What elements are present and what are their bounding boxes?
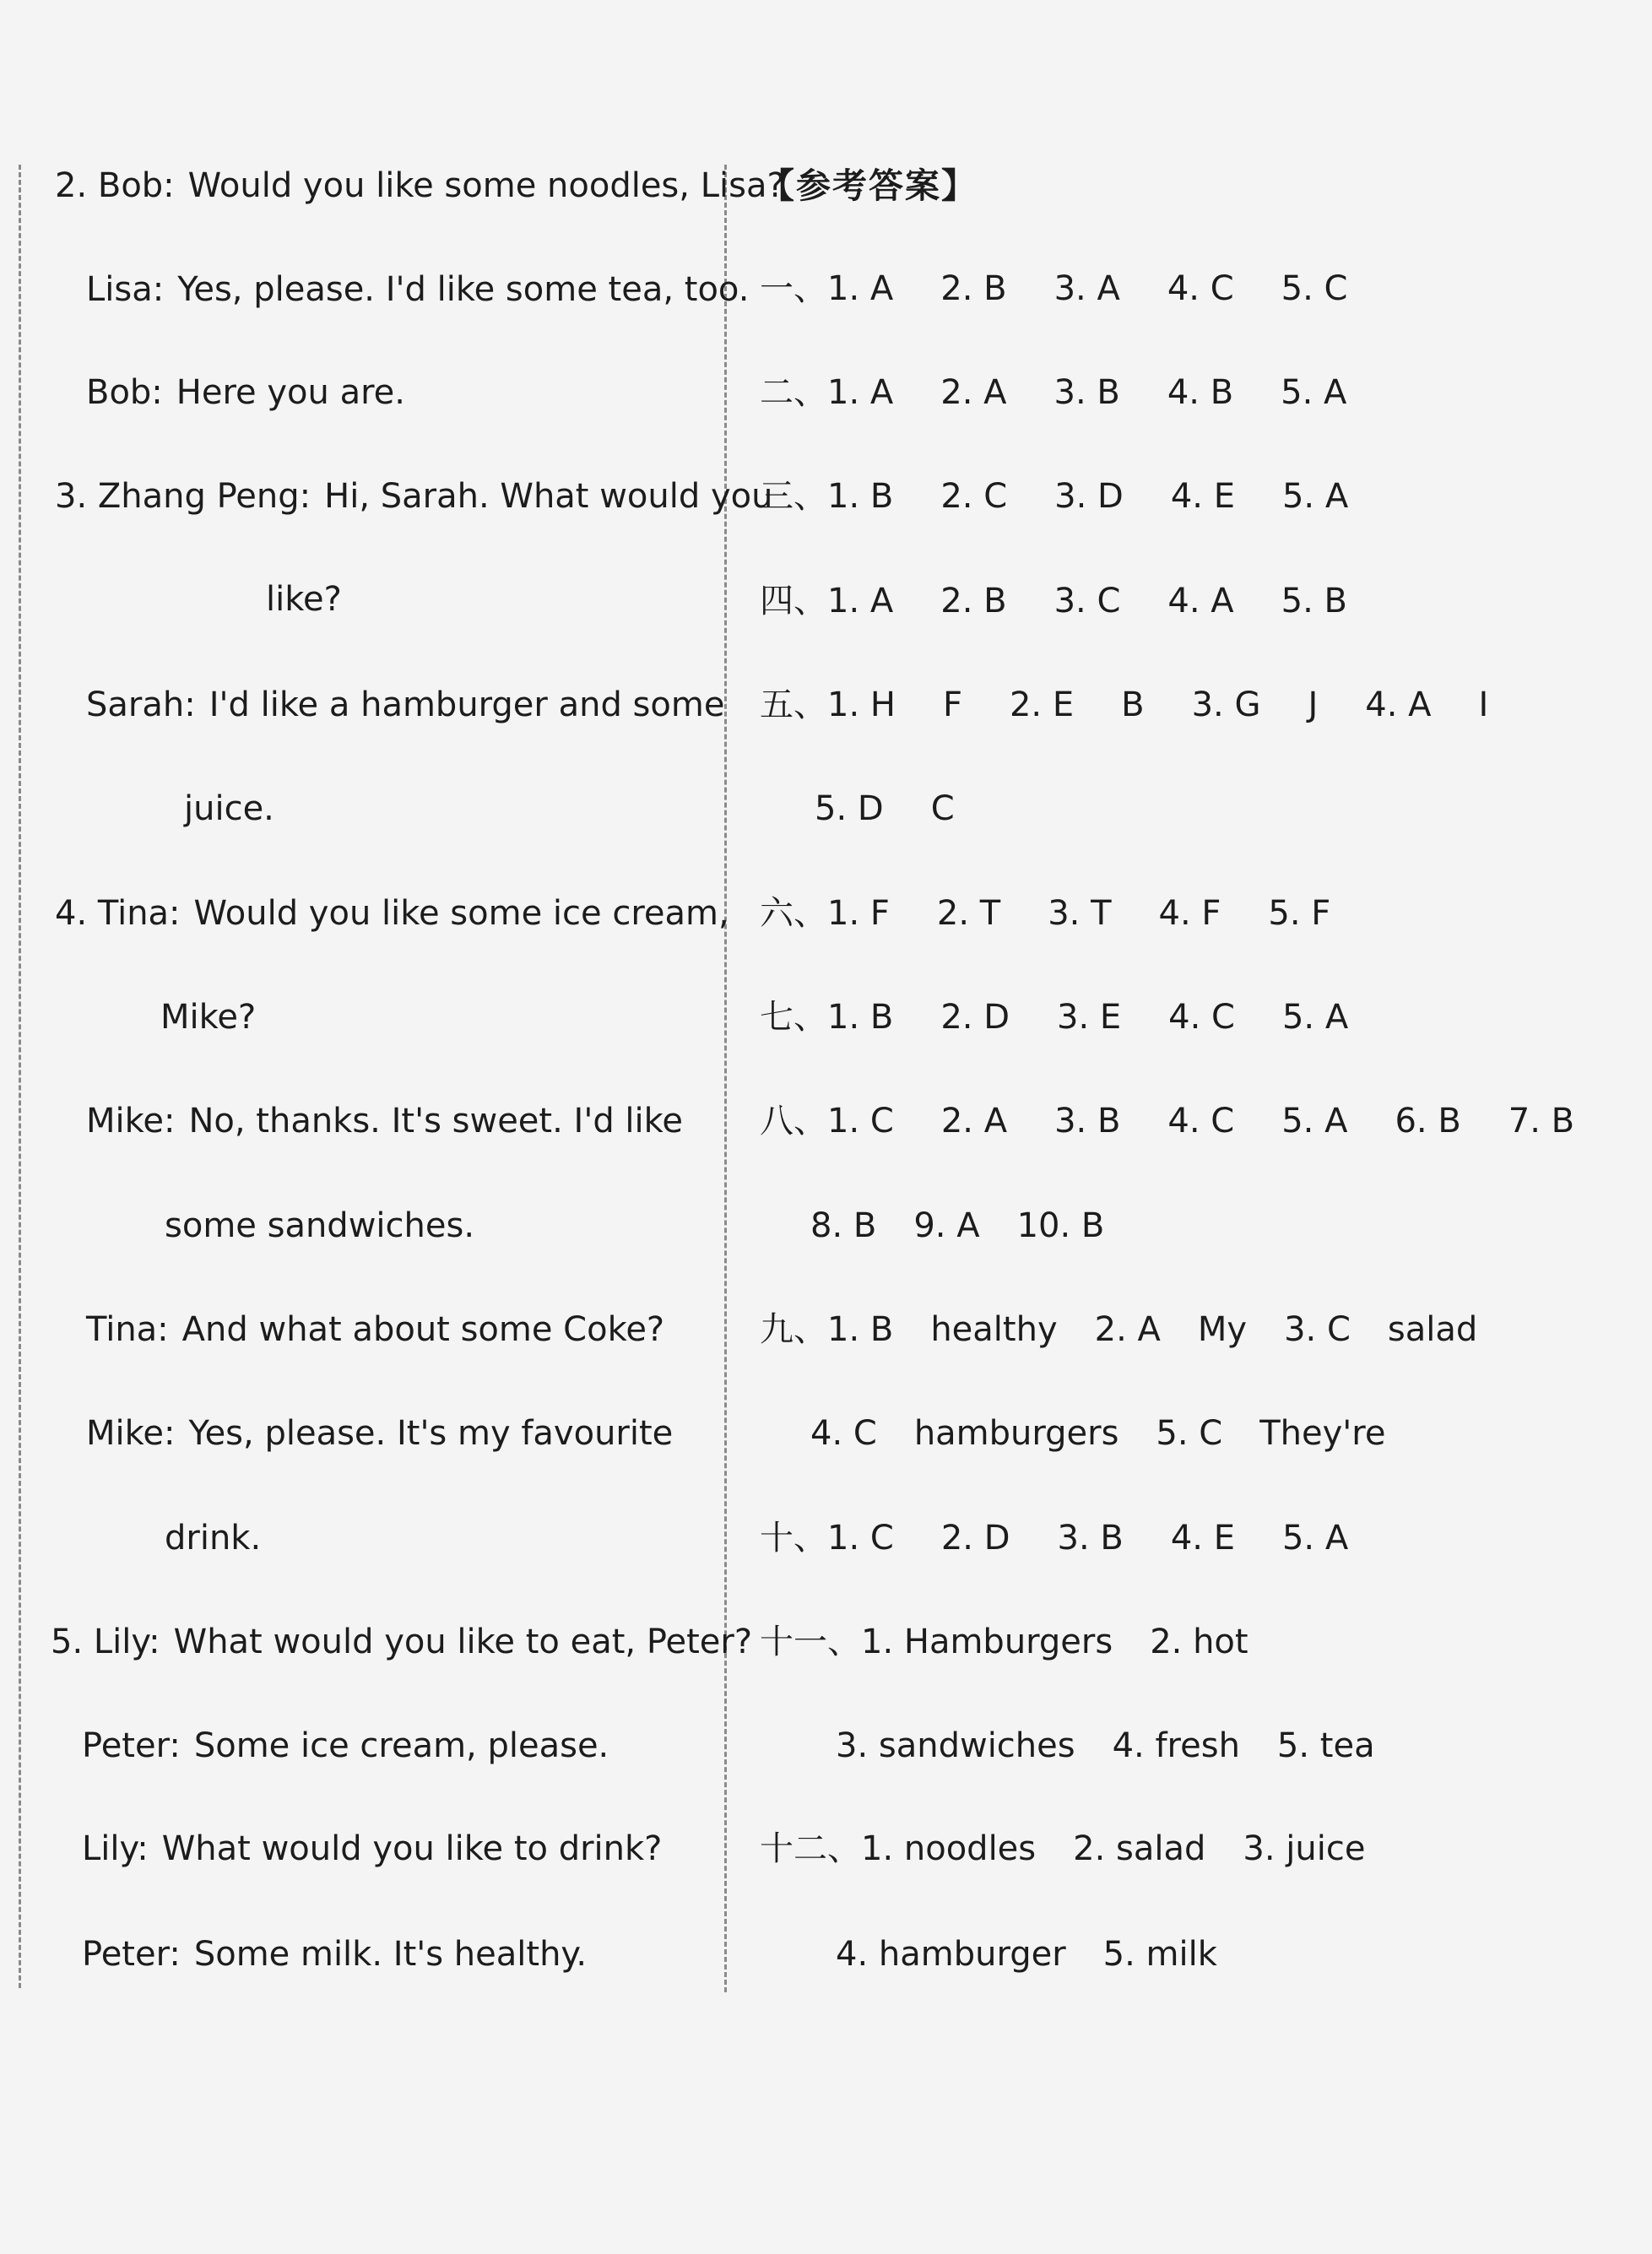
answer-item: 2. E bbox=[1009, 685, 1075, 724]
dialogue-text: like? bbox=[266, 580, 342, 619]
dialogue-line bbox=[86, 685, 725, 724]
answer-item: 1. noodles bbox=[861, 1829, 1037, 1868]
dialogue-text: juice. bbox=[184, 789, 274, 828]
answer-row bbox=[815, 789, 955, 828]
answer-item: 5. A bbox=[1281, 1102, 1348, 1141]
answer-item: 1. C bbox=[827, 1102, 894, 1141]
dialogue-text: Mike? bbox=[160, 998, 257, 1037]
dialogue-text: Some milk. It's healthy. bbox=[193, 1935, 588, 1974]
speaker-name: Mike: bbox=[86, 1102, 176, 1141]
answer-item: hamburgers bbox=[913, 1414, 1119, 1453]
answer-item: 2. A bbox=[1094, 1310, 1161, 1349]
dialogue-line bbox=[55, 477, 773, 516]
answer-item: 4. hamburger bbox=[836, 1935, 1066, 1974]
answer-row bbox=[760, 1519, 1349, 1558]
dialogue-line bbox=[55, 894, 729, 933]
speaker-name: Mike: bbox=[86, 1414, 176, 1453]
speaker-name: 4. Tina: bbox=[55, 894, 181, 933]
answer-item: healthy bbox=[930, 1310, 1058, 1349]
dialogue-text: Would you like some noodles, Lisa? bbox=[187, 166, 785, 205]
answer-item: 5. F bbox=[1268, 894, 1331, 933]
dialogue-line bbox=[86, 1102, 683, 1141]
speaker-name: Lily: bbox=[82, 1829, 149, 1868]
dialogue-line bbox=[82, 1829, 663, 1868]
answer-row bbox=[836, 1935, 1217, 1974]
answer-row bbox=[760, 584, 1347, 618]
dialogue-line bbox=[86, 270, 750, 309]
answer-item: 2. T bbox=[936, 894, 1001, 933]
answer-item: 5. A bbox=[1281, 373, 1347, 412]
answer-item: My bbox=[1197, 1310, 1248, 1349]
dialogue-line bbox=[184, 789, 274, 828]
answer-item: salad bbox=[1387, 1310, 1478, 1349]
speaker-name: 3. Zhang Peng: bbox=[55, 477, 311, 516]
answer-row bbox=[760, 1102, 1575, 1141]
answer-item: They're bbox=[1259, 1414, 1386, 1453]
answer-item: 2. A bbox=[940, 373, 1007, 412]
answer-item: 5. A bbox=[1281, 1519, 1349, 1558]
answer-item: B bbox=[1121, 685, 1145, 724]
answer-item: 2. salad bbox=[1073, 1829, 1206, 1868]
speaker-name: 5. Lily: bbox=[51, 1623, 160, 1661]
section-number: 四、 bbox=[760, 582, 827, 620]
answer-row bbox=[760, 685, 1489, 724]
answer-item: 1. F bbox=[827, 894, 890, 933]
dialogue-text: Yes, please. It's my favourite bbox=[188, 1414, 674, 1453]
dialogue-line bbox=[55, 166, 785, 205]
answer-item: 1. A bbox=[827, 373, 894, 412]
speaker-name: Sarah: bbox=[86, 685, 196, 724]
answer-item: 8. B bbox=[810, 1206, 877, 1245]
dialogue-text: Would you like some ice cream, bbox=[193, 894, 729, 933]
answer-item: 5. A bbox=[1281, 477, 1349, 516]
answer-item: 1. B bbox=[827, 1310, 894, 1349]
answer-item: 5. milk bbox=[1102, 1935, 1217, 1974]
dialogue-line bbox=[86, 1414, 674, 1453]
dialogue-line bbox=[82, 1935, 588, 1974]
answer-item: 4. C bbox=[1167, 1102, 1235, 1141]
speaker-name: 2. Bob: bbox=[55, 166, 175, 205]
answer-item: 9. A bbox=[913, 1206, 980, 1245]
answer-item: I bbox=[1478, 685, 1489, 724]
answer-item: 5. D bbox=[815, 789, 884, 828]
answer-row bbox=[760, 373, 1347, 412]
answer-item: 2. B bbox=[940, 269, 1007, 308]
section-number: 一、 bbox=[760, 269, 827, 308]
dialogue-text: Some ice cream, please. bbox=[193, 1726, 609, 1765]
answer-item: 4. C bbox=[1168, 998, 1235, 1037]
answer-item: 10. B bbox=[1016, 1206, 1105, 1245]
answer-item: J bbox=[1308, 685, 1319, 724]
answer-item: 2. D bbox=[940, 998, 1010, 1037]
answer-item: 4. C bbox=[1167, 269, 1234, 308]
answer-item: C bbox=[930, 789, 955, 828]
dialogue-line bbox=[86, 1310, 665, 1349]
dialogue-text: Hi, Sarah. What would you bbox=[324, 477, 773, 516]
answer-item: 1. H bbox=[827, 685, 896, 724]
answer-item: 2. D bbox=[940, 1519, 1010, 1558]
answer-item: 2. B bbox=[940, 582, 1007, 620]
dialogue-line bbox=[165, 1206, 475, 1245]
answer-item: 4. C bbox=[810, 1414, 877, 1453]
answer-row bbox=[760, 1625, 1248, 1659]
answer-item: 4. A bbox=[1167, 582, 1234, 620]
answer-item: 4. fresh bbox=[1112, 1726, 1240, 1765]
answer-item: 3. G bbox=[1191, 685, 1261, 724]
answer-item: 1. A bbox=[827, 269, 894, 308]
answer-item: 5. tea bbox=[1276, 1726, 1375, 1765]
dialogue-line bbox=[51, 1625, 752, 1659]
section-number: 三、 bbox=[760, 477, 827, 516]
answer-item: 4. E bbox=[1170, 1519, 1235, 1558]
answer-item: 3. T bbox=[1048, 894, 1112, 933]
answer-item: 3. C bbox=[1053, 582, 1121, 620]
answer-item: 1. B bbox=[827, 477, 894, 516]
answer-item: 2. hot bbox=[1150, 1623, 1248, 1661]
answer-item: 5. C bbox=[1156, 1414, 1223, 1453]
answer-item: 2. C bbox=[940, 477, 1008, 516]
answer-item: 4. A bbox=[1365, 685, 1432, 724]
answer-row bbox=[760, 477, 1349, 516]
section-number: 七、 bbox=[760, 998, 827, 1037]
answer-row bbox=[810, 1414, 1386, 1453]
section-number: 八、 bbox=[760, 1102, 827, 1141]
answer-row bbox=[810, 1206, 1105, 1245]
answer-row bbox=[760, 894, 1331, 933]
speaker-name: Tina: bbox=[86, 1310, 169, 1349]
answer-item: 2. A bbox=[940, 1102, 1008, 1141]
section-number: 十二、 bbox=[760, 1829, 861, 1868]
answer-item: 7. B bbox=[1508, 1102, 1575, 1141]
speaker-name: Peter: bbox=[82, 1726, 181, 1765]
answer-item: 3. D bbox=[1054, 477, 1124, 516]
answer-item: 3. A bbox=[1053, 269, 1120, 308]
answer-item: 5. B bbox=[1281, 582, 1347, 620]
section-number: 二、 bbox=[760, 373, 827, 412]
speaker-name: Peter: bbox=[82, 1935, 181, 1974]
answer-row bbox=[760, 1310, 1478, 1349]
section-number: 十、 bbox=[760, 1519, 827, 1558]
answer-item: 6. B bbox=[1395, 1102, 1461, 1141]
answer-item: 5. A bbox=[1281, 998, 1349, 1037]
answer-item: 3. sandwiches bbox=[836, 1726, 1075, 1765]
section-number: 六、 bbox=[760, 894, 827, 933]
answer-item: 3. B bbox=[1054, 1102, 1121, 1141]
section-number: 九、 bbox=[760, 1310, 827, 1349]
answer-item: 4. B bbox=[1167, 373, 1234, 412]
left-margin-divider bbox=[19, 165, 21, 1988]
answer-item: 3. E bbox=[1057, 998, 1122, 1037]
speaker-name: Lisa: bbox=[86, 270, 165, 309]
dialogue-text: What would you like to eat, Peter? bbox=[173, 1623, 753, 1661]
section-number: 十一、 bbox=[760, 1623, 861, 1661]
answer-row bbox=[760, 269, 1348, 308]
answer-title: 【参考答案】 bbox=[760, 165, 978, 206]
answer-item: 4. F bbox=[1158, 894, 1221, 933]
answer-item: 1. C bbox=[827, 1519, 894, 1558]
dialogue-text: Yes, please. I'd like some tea, too. bbox=[177, 270, 750, 309]
dialogue-text: drink. bbox=[165, 1519, 262, 1558]
dialogue-text: some sandwiches. bbox=[165, 1206, 475, 1245]
answer-row bbox=[760, 998, 1349, 1037]
dialogue-line bbox=[86, 373, 405, 412]
speaker-name: Bob: bbox=[86, 373, 163, 412]
dialogue-text: Here you are. bbox=[176, 373, 405, 412]
dialogue-text: No, thanks. It's sweet. I'd like bbox=[188, 1102, 683, 1141]
answer-item: 4. E bbox=[1170, 477, 1235, 516]
section-number: 五、 bbox=[760, 685, 827, 724]
answer-item: 3. C bbox=[1284, 1310, 1351, 1349]
answer-item: F bbox=[942, 685, 962, 724]
dialogue-text: I'd like a hamburger and some bbox=[209, 685, 725, 724]
dialogue-line bbox=[82, 1726, 609, 1765]
answer-item: 3. B bbox=[1053, 373, 1120, 412]
answer-item: 1. A bbox=[827, 582, 894, 620]
answer-item: 5. C bbox=[1281, 269, 1348, 308]
answer-item: 3. juice bbox=[1243, 1829, 1366, 1868]
dialogue-line bbox=[160, 998, 257, 1037]
dialogue-text: And what about some Coke? bbox=[181, 1310, 665, 1349]
dialogue-text: What would you like to drink? bbox=[161, 1829, 663, 1868]
dialogue-line bbox=[266, 580, 342, 619]
answer-row bbox=[836, 1726, 1375, 1765]
answer-item: 3. B bbox=[1057, 1519, 1124, 1558]
center-column-divider bbox=[724, 165, 727, 1992]
answer-row bbox=[760, 1829, 1366, 1868]
answer-item: 1. B bbox=[827, 998, 894, 1037]
dialogue-line bbox=[165, 1519, 262, 1558]
answer-item: 1. Hamburgers bbox=[861, 1623, 1113, 1661]
